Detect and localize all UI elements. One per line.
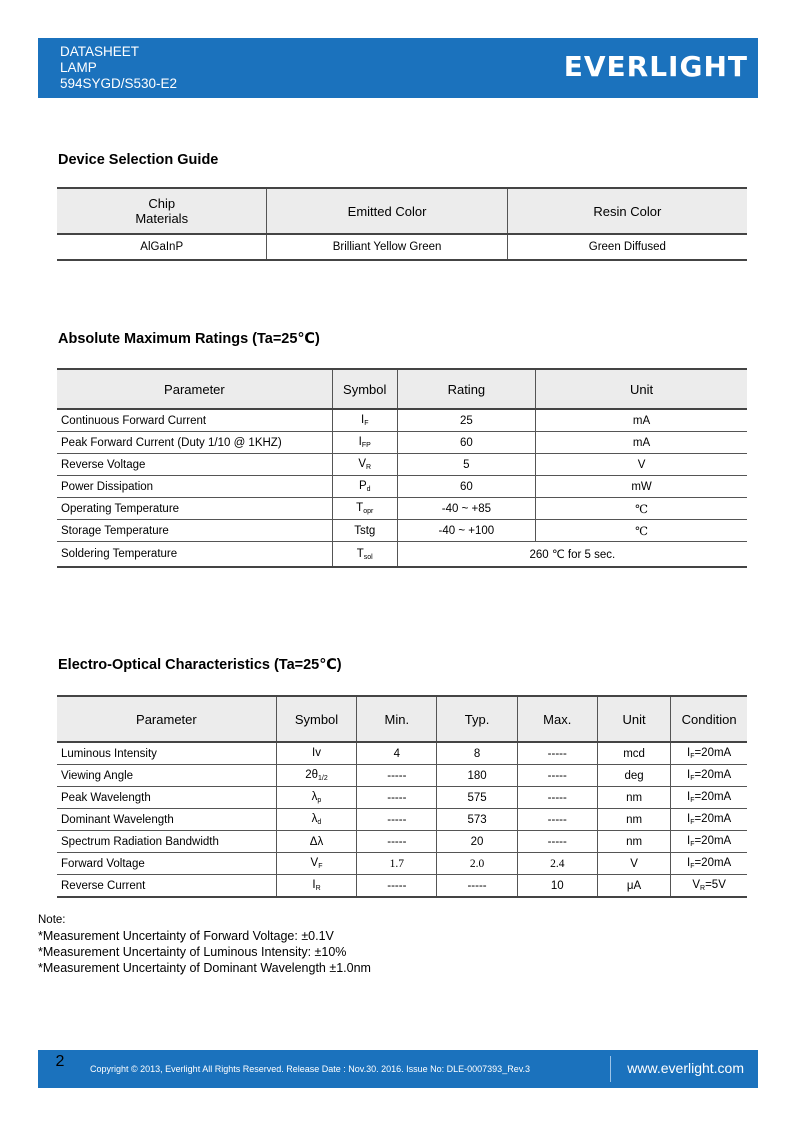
table-row: Operating Temperature $T_{opr}$ -40 ~ +85 ℃ — [57, 498, 747, 520]
table-row: Peak Forward Current (Duty 1/10 @ 1KHZ) $I_{FP}$ 60 mA — [57, 432, 747, 454]
table-row: Continuous Forward Current $I_F$ 25 mA — [57, 409, 747, 432]
cell-chip: AlGaInP — [57, 234, 267, 260]
table-row: Spectrum Radiation Bandwidth Δλ ----- 20 ----- nm $I_F=20mA$ — [57, 831, 747, 853]
table-row: Luminous Intensity Iv 4 8 ----- mcd $I_F=20mA$ — [57, 742, 747, 765]
header-doc-type: DATASHEET — [60, 44, 140, 59]
electro-title: Electro-Optical Characteristics (Ta=25℃) — [58, 657, 342, 673]
header-product-type: LAMP — [60, 60, 97, 75]
table-row: Storage Temperature Tstg -40 ~ +100 ℃ — [57, 520, 747, 542]
website-link[interactable]: www.everlight.com — [627, 1060, 744, 1076]
page-number: 2 — [38, 1050, 82, 1074]
note-item: *Measurement Uncertainty of Forward Voltage: ±0.1V — [38, 929, 334, 943]
table-row: Peak Wavelength $\lambda_p$ ----- 575 ----- nm $I_F=20mA$ — [57, 787, 747, 809]
abs-header-parameter: Parameter — [57, 369, 332, 409]
selection-header-emitted: Emitted Color — [267, 188, 507, 234]
selection-header-chip: Chip Materials — [57, 188, 267, 234]
table-row: Viewing Angle $2\theta_{1/2}$ ----- 180 ----- deg $I_F=20mA$ — [57, 765, 747, 787]
abs-header-rating: Rating — [397, 369, 535, 409]
eo-header-parameter: Parameter — [57, 696, 276, 742]
page-header — [38, 38, 758, 98]
cell-emitted: Brilliant Yellow Green — [267, 234, 507, 260]
page-footer — [38, 1050, 758, 1088]
eo-header-min: Min. — [357, 696, 437, 742]
absolute-title: Absolute Maximum Ratings (Ta=25℃) — [58, 331, 320, 347]
eo-header-unit: Unit — [597, 696, 670, 742]
measurement-notes — [38, 912, 371, 976]
note-item: *Measurement Uncertainty of Luminous Intensity: ±10% — [38, 945, 347, 959]
cell-resin: Green Diffused — [507, 234, 747, 260]
table-row: Reverse Voltage $V_R$ 5 V — [57, 454, 747, 476]
everlight-logo: EVERLIGHT — [563, 50, 748, 83]
table-row: Power Dissipation $P_d$ 60 mW — [57, 476, 747, 498]
footer-divider — [610, 1056, 611, 1082]
header-text — [60, 44, 177, 92]
abs-header-unit: Unit — [536, 369, 747, 409]
selection-header-resin: Resin Color — [507, 188, 747, 234]
eo-header-typ: Typ. — [437, 696, 517, 742]
eo-header-max: Max. — [517, 696, 597, 742]
note-item: *Measurement Uncertainty of Dominant Wavelength ±1.0nm — [38, 961, 371, 975]
absolute-table — [57, 368, 747, 568]
selection-table — [57, 187, 747, 261]
table-row — [57, 234, 747, 260]
copyright-text: Copyright © 2013, Everlight All Rights Reserved. Release Date : Nov.30. 2016. Issue No: DLE-0007393_Rev.3 — [90, 1064, 531, 1074]
eo-header-condition: Condition — [671, 696, 747, 742]
table-row: Soldering Temperature $T_{sol}$ 260 ℃ for 5 sec. — [57, 542, 747, 568]
table-row: Forward Voltage $V_F$ 1.7 2.0 2.4 V $I_F=20mA$ — [57, 853, 747, 875]
table-row: Reverse Current $I_R$ ----- ----- 10 μA $V_R=5V$ — [57, 875, 747, 898]
abs-header-symbol: Symbol — [332, 369, 397, 409]
eo-header-symbol: Symbol — [276, 696, 356, 742]
notes-label: Note: — [38, 914, 66, 926]
selection-title: Device Selection Guide — [58, 152, 219, 168]
electro-table — [57, 695, 747, 898]
table-row: Dominant Wavelength $\lambda_d$ ----- 573 ----- nm $I_F=20mA$ — [57, 809, 747, 831]
header-part-number: 594SYGD/S530-E2 — [60, 76, 178, 91]
